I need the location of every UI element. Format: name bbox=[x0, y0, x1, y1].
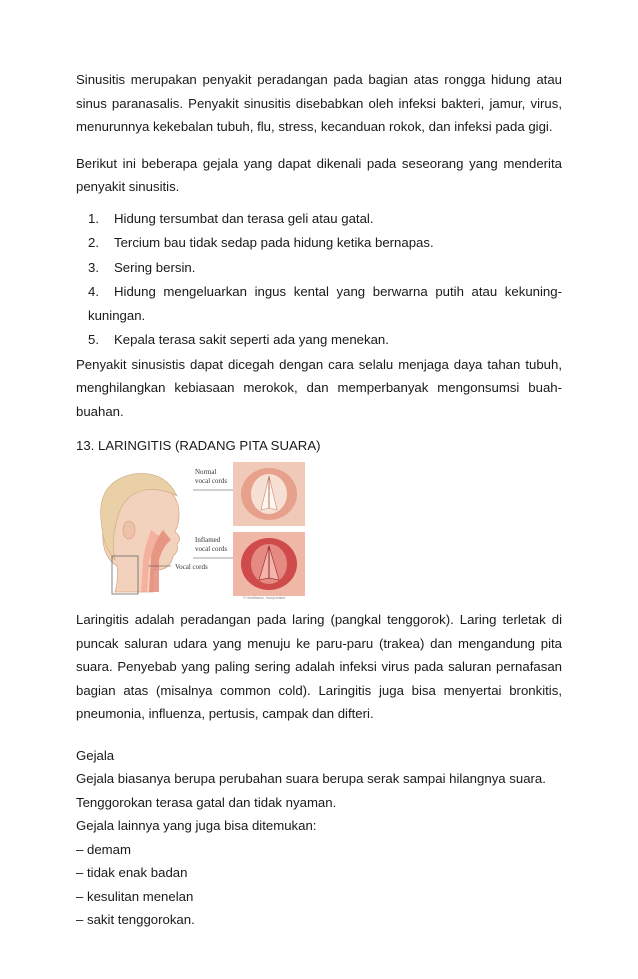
illustration-svg bbox=[93, 460, 313, 600]
gejala-line: – tidak enak badan bbox=[76, 865, 188, 880]
inflamed-vocal-cords-image bbox=[241, 538, 297, 590]
label-inflamed-line2: vocal cords bbox=[195, 545, 228, 553]
image-credit: © Healthwise, Incorporated bbox=[243, 596, 286, 600]
gejala-line: Tenggorokan terasa gatal dan tidak nyaman. bbox=[76, 794, 337, 810]
normal-vocal-cords-image bbox=[241, 468, 297, 520]
symptom-list bbox=[76, 207, 562, 352]
spacer bbox=[76, 726, 562, 744]
intro-paragraph-1: Sinusitis merupakan penyakit peradangan pada bagian atas rongga hidung atau sinus paranasalis. Penyakit sinusitis disebabkan oleh infeksi bakteri, jamur, virus, menurunnya kekebalan tubuh, flu, stress, kecanduan rokok, dan infeksi pada gigi. bbox=[76, 72, 562, 134]
label-normal-line2: vocal cords bbox=[195, 477, 228, 485]
list-item: 3. Sering bersin. bbox=[88, 259, 196, 275]
gejala-line: – kesulitan menelan bbox=[76, 888, 194, 904]
list-item: 2. Tercium bau tidak sedap pada hidung ketika bernapas. bbox=[88, 235, 434, 250]
gejala-line: – sakit tenggorokan. bbox=[76, 912, 195, 927]
laringitis-paragraph: Laringitis adalah peradangan pada laring (pangkal tenggorok). Laring terletak di puncak saluran udara yang menuju ke paru-paru (trakea) dan mengandung pita suara. Penyebab yang paling sering adalah infeksi virus pada saluran pernafasan bagian atas (misalnya common cold). Laringitis juga bisa menyertai bronkitis, pneumonia, influenza, pertusis, campak dan difteri. bbox=[76, 612, 562, 721]
gejala-line: Gejala biasanya berupa perubahan suara berupa serak sampai hilangnya suara. bbox=[76, 771, 546, 786]
gejala-line: – demam bbox=[76, 841, 131, 857]
label-inflamed: Inflamed bbox=[195, 536, 221, 544]
vocal-cords-illustration bbox=[93, 460, 313, 600]
intro-paragraph-2: Berikut ini beberapa gejala yang dapat dikenali pada seseorang yang menderita penyakit sinusitis. bbox=[76, 155, 562, 194]
document-page bbox=[76, 68, 562, 932]
list-item: 4. Hidung mengeluarkan ingus kental yang berwarna putih atau kekuning-kuningan. bbox=[88, 284, 562, 323]
label-normal: Normal bbox=[195, 468, 217, 476]
list-item: 5. Kepala terasa sakit seperti ada yang menekan. bbox=[88, 332, 389, 347]
gejala-section bbox=[76, 744, 562, 932]
section-heading: 13. LARINGITIS (RADANG PITA SUARA) bbox=[76, 438, 321, 453]
list-item: 1. Hidung tersumbat dan terasa geli atau gatal. bbox=[88, 210, 374, 226]
gejala-line: Gejala lainnya yang juga bisa ditemukan: bbox=[76, 818, 317, 833]
gejala-title: Gejala bbox=[76, 747, 115, 763]
label-vocal-cords: Vocal cords bbox=[175, 563, 208, 571]
prevention-paragraph: Penyakit sinusistis dapat dicegah dengan cara selalu menjaga daya tahan tubuh, menghilangkan kebiasaan merokok, dan memperbanyak mengonsumsi buah-buahan. bbox=[76, 356, 562, 419]
